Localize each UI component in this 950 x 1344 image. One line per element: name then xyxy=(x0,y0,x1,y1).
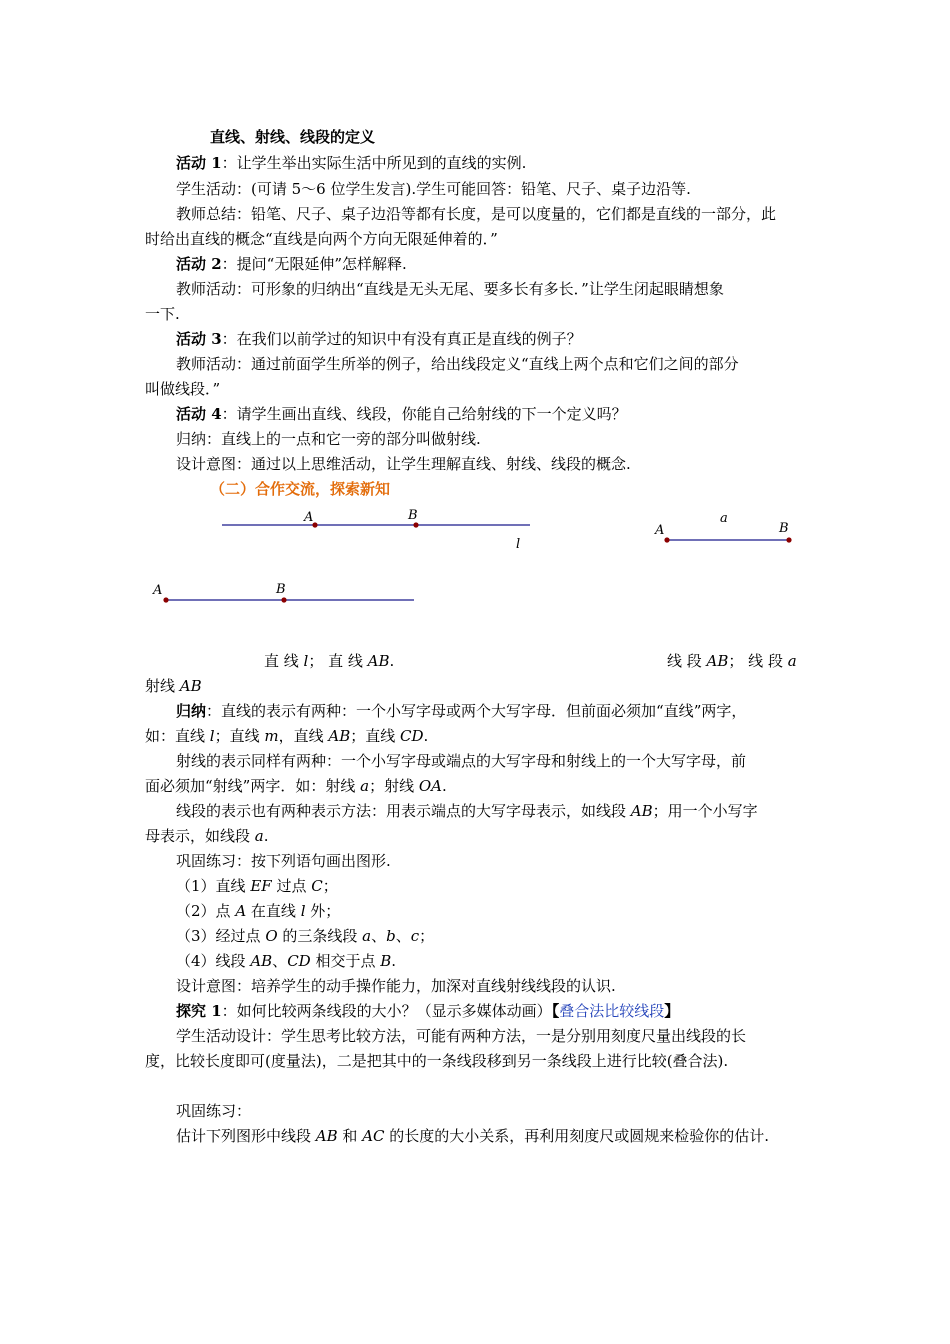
estimate-var-ab: AB xyxy=(315,1127,338,1145)
exercise-2-var-a: A xyxy=(235,902,247,920)
overlay-method-link[interactable]: 叠合法比较线段 xyxy=(559,1002,665,1020)
estimate-var-ac: AC xyxy=(362,1127,385,1145)
caption-segment xyxy=(667,651,797,671)
activity-4-text: ：请学生画出直线、线段，你能自己给射线的下一个定义吗？ xyxy=(221,405,627,423)
exercise-3-text-2: 的三条线段 xyxy=(277,927,363,945)
examples-text-3: ，直线 xyxy=(278,727,329,745)
activity-2-text: ：提问“无限延伸”怎样解释. xyxy=(221,255,407,273)
segment-notation-text-3: 母表示，如线段 xyxy=(145,827,255,845)
induction-label: 归纳 xyxy=(176,702,207,720)
explore-1-bracket-right: 】 xyxy=(664,1002,680,1020)
practice-heading-2: 巩固练习： xyxy=(176,1102,252,1120)
exercise-3-text-3: 、 xyxy=(371,927,387,945)
exercise-4-text-2: 、 xyxy=(272,952,288,970)
segment-notation-var-a: a xyxy=(254,827,264,845)
caption-line-text-3: . xyxy=(389,652,395,670)
exercise-3-var-a: a xyxy=(362,927,372,945)
design-intent-2: 设计意图：培养学生的动手操作能力，加深对直线射线线段的认识. xyxy=(176,977,616,995)
examples-text-4: ；直线 xyxy=(350,727,401,745)
ray-point-a xyxy=(163,597,168,602)
exercise-1-text-1: （1）直线 xyxy=(176,877,251,895)
exercise-1-var-c: C xyxy=(311,877,323,895)
exercise-2-text-1: （2）点 xyxy=(176,902,236,920)
segment-label-a: A xyxy=(655,523,665,538)
exercise-2-text-2: 在直线 xyxy=(246,902,301,920)
teacher-activity-2-cont: 一下. xyxy=(145,305,180,323)
caption-line xyxy=(264,651,394,671)
estimate-text-2: 和 xyxy=(337,1127,363,1145)
ray-label-b: B xyxy=(276,582,286,597)
segment-notation-text-2: ；用一个小写字 xyxy=(652,802,758,820)
line-notation-examples xyxy=(145,726,428,746)
exercise-3-text-4: 、 xyxy=(395,927,411,945)
segment-point-b xyxy=(786,537,791,542)
exercise-1-text-3: ； xyxy=(322,877,338,895)
explore-1-text: ：如何比较两条线段的大小？（显示多媒体动画） xyxy=(221,1002,552,1020)
student-activity-1: 学生活动：(可请 5～6 位学生发言).学生可能回答：铅笔、尺子、桌子边沿等. xyxy=(176,180,691,198)
ray-notation-text-1: 面必须加“射线”两字．如：射线 xyxy=(145,777,361,795)
exercise-3 xyxy=(176,926,434,946)
exercise-1 xyxy=(176,876,338,896)
exercise-3-var-b: b xyxy=(386,927,396,945)
caption-line-var-l: l xyxy=(303,652,309,670)
segment-notation-cont xyxy=(145,826,269,846)
induction-text: ：直线的表示有两种：一个小写字母或两个大写字母．但前面必须加“直线”两字， xyxy=(206,702,747,720)
explore-1 xyxy=(176,1001,679,1021)
ray-label-a: A xyxy=(153,583,163,598)
estimate-task xyxy=(176,1126,769,1146)
teacher-summary-1-cont: 时给出直线的概念“直线是向两个方向无限延伸着的．” xyxy=(145,230,498,248)
exercise-2-var-l: l xyxy=(300,902,306,920)
design-intent-1: 设计意图：通过以上思维活动，让学生理解直线、射线、线段的概念. xyxy=(176,455,631,473)
caption-ray xyxy=(145,676,202,696)
caption-line-var-ab: AB xyxy=(367,652,390,670)
explore-1-label: 探究 1 xyxy=(176,1002,222,1020)
examples-text-2: ；直线 xyxy=(214,727,265,745)
teacher-activity-3-cont: 叫做线段．” xyxy=(145,380,221,398)
ray-notation-text-3: . xyxy=(441,777,447,795)
exercise-1-text-2: 过点 xyxy=(271,877,312,895)
point-b-on-line xyxy=(413,522,418,527)
caption-segment-var-ab: AB xyxy=(706,652,729,670)
exercise-3-var-c: c xyxy=(410,927,420,945)
teacher-activity-3: 教师活动：通过前面学生所举的例子，给出线段定义“直线上两个点和它们之间的部分 xyxy=(176,355,739,373)
examples-var-ab: AB xyxy=(328,727,351,745)
explore-1-bracket-left: 【 xyxy=(551,1002,560,1020)
segment-point-a xyxy=(664,537,669,542)
activity-4-label: 活动 4 xyxy=(176,405,222,423)
induction-line-notation xyxy=(176,701,746,721)
exercise-4-text-4: . xyxy=(391,952,397,970)
caption-line-text-1: 直 线 xyxy=(264,652,304,670)
examples-text-5: . xyxy=(423,727,429,745)
caption-segment-text-1: 线 段 xyxy=(667,652,707,670)
exercise-3-text-1: （3）经过点 xyxy=(176,927,266,945)
examples-var-m: m xyxy=(264,727,279,745)
teacher-activity-2: 教师活动：可形象的归纳出“直线是无头无尾、要多长有多长．”让学生闭起眼睛想象 xyxy=(176,280,724,298)
induction-ray: 归纳：直线上的一点和它一旁的部分叫做射线. xyxy=(176,430,481,448)
line-label-a: A xyxy=(304,510,314,525)
section-heading-2: （二）合作交流，探索新知 xyxy=(210,480,391,498)
exercise-1-var-ef: EF xyxy=(250,877,272,895)
line-label-l: l xyxy=(516,537,521,552)
caption-segment-var-a: a xyxy=(787,652,797,670)
student-activity-design: 学生活动设计：学生思考比较方法，可能有两种方法，一是分别用刻度尺量出线段的长 xyxy=(176,1027,747,1045)
teacher-summary-1: 教师总结：铅笔、尺子、桌子边沿等都有长度，是可以度量的，它们都是直线的一部分，此 xyxy=(176,205,777,223)
activity-3-label: 活动 3 xyxy=(176,330,222,348)
estimate-text-1: 估计下列图形中线段 xyxy=(176,1127,316,1145)
segment-notation-text-4: . xyxy=(263,827,269,845)
segment-label-lowercase-a: a xyxy=(720,511,728,526)
exercise-4-text-3: 相交于点 xyxy=(310,952,381,970)
exercise-3-var-o: O xyxy=(265,927,278,945)
ray-notation: 射线的表示同样有两种：一个小写字母或端点的大写字母和射线上的一个大写字母，前 xyxy=(176,752,747,770)
activity-1-label: 活动 1 xyxy=(176,154,222,172)
examples-var-cd: CD xyxy=(400,727,424,745)
examples-var-l: l xyxy=(209,727,215,745)
practice-heading-1: 巩固练习：按下列语句画出图形. xyxy=(176,852,391,870)
exercise-2-text-3: 外； xyxy=(305,902,341,920)
exercise-3-text-5: ； xyxy=(419,927,435,945)
activity-3-text: ：在我们以前学过的知识中有没有真正是直线的例子？ xyxy=(221,330,582,348)
activity-1-text: ：让学生举出实际生活中所见到的直线的实例. xyxy=(221,154,527,172)
student-activity-design-cont: 度，比较长度即可(度量法)，二是把其中的一条线段移到另一条线段上进行比较(叠合法). xyxy=(145,1052,729,1070)
exercise-4-var-ab: AB xyxy=(250,952,273,970)
caption-segment-text-2: ； 线 段 xyxy=(728,652,788,670)
segment-notation-var-ab: AB xyxy=(630,802,653,820)
ray-point-b xyxy=(281,597,286,602)
exercise-2 xyxy=(176,901,340,921)
caption-ray-text: 射线 xyxy=(145,677,180,695)
geometry-figures xyxy=(0,0,950,650)
ray-notation-var-oa: OA xyxy=(418,777,442,795)
segment-label-b: B xyxy=(779,521,789,536)
line-label-b: B xyxy=(408,508,418,523)
estimate-text-3: 的长度的大小关系，再利用刻度尺或圆规来检验你的估计. xyxy=(384,1127,770,1145)
ray-notation-text-2: ；射线 xyxy=(369,777,419,795)
exercise-4-text-1: （4）线段 xyxy=(176,952,251,970)
exercise-4 xyxy=(176,951,396,971)
segment-notation xyxy=(176,801,758,821)
examples-text-1: 如：直线 xyxy=(145,727,210,745)
ray-notation-cont xyxy=(145,776,447,796)
activity-2-label: 活动 2 xyxy=(176,255,222,273)
segment-notation-text-1: 线段的表示也有两种表示方法：用表示端点的大写字母表示，如线段 xyxy=(176,802,631,820)
caption-ray-var-ab: AB xyxy=(179,677,202,695)
caption-line-text-2: ； 直 线 xyxy=(308,652,368,670)
exercise-4-var-b: B xyxy=(380,952,392,970)
exercise-4-var-cd: CD xyxy=(287,952,311,970)
heading-title: 直线、射线、线段的定义 xyxy=(210,128,376,146)
ray-notation-var-a: a xyxy=(360,777,370,795)
